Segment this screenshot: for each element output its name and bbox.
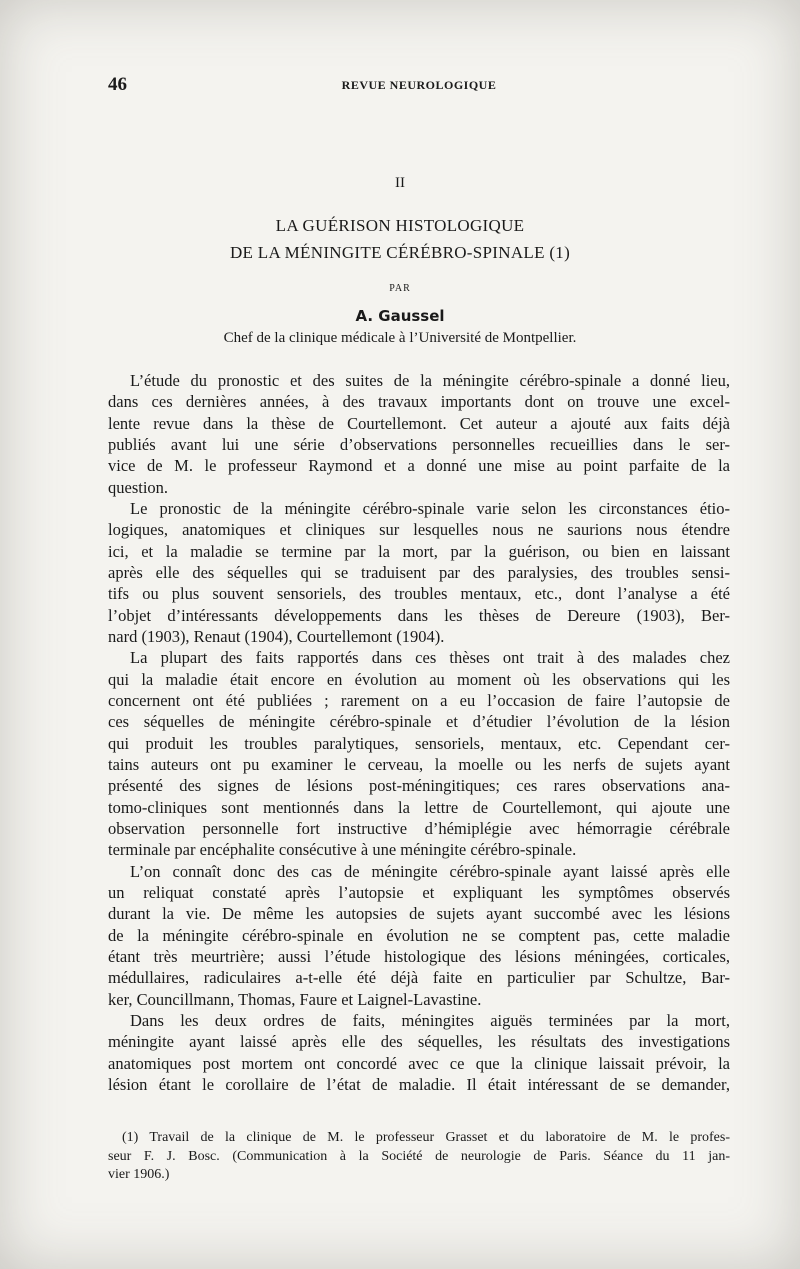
body-line: ici, et la maladie se termine par la mort, par la guérison, ou bien en laissant — [108, 541, 730, 561]
body-line: qui la maladie était encore en évolution au moment où les observations qui les — [108, 669, 730, 689]
body-line: présenté des signes de lésions post-méningitiques; ces rares observations ana- — [108, 776, 730, 796]
section-number: II — [395, 175, 405, 191]
body-line: tifs ou plus souvent sensoriels, des troubles mentaux, etc., dont l’analyse a été — [108, 584, 730, 604]
author-affiliation: Chef de la clinique médicale à l’Université de Montpellier. — [223, 330, 577, 346]
body-line: ker, Councillmann, Thomas, Faure et Laignel-Lavastine. — [108, 989, 482, 1009]
body-line: lente revue dans la thèse de Courtellemont. Cet auteur a ajouté aux faits déjà — [108, 413, 730, 433]
footnote-line: vier 1906.) — [108, 1167, 170, 1182]
body-line: nard (1903), Renaut (1904), Courtellemont (1904). — [108, 626, 445, 646]
body-line: méningite ayant laissé après elle des séquelles, les résultats des investigations — [108, 1032, 730, 1052]
body-line: dans ces dernières années, à des travaux importants dont on trouve une excel- — [108, 392, 730, 412]
body-line: durant la vie. De même les autopsies de sujets ayant succombé avec les lésions — [108, 904, 730, 924]
body-line: observation personnelle fort instructive d’hémiplégie avec hémorragie cérébrale — [108, 818, 730, 838]
body-line: La plupart des faits rapportés dans ces thèses ont trait à des malades chez — [130, 648, 730, 668]
article-title-line-1: LA GUÉRISON HISTOLOGIQUE — [275, 216, 525, 235]
article-title-line-2: DE LA MÉNINGITE CÉRÉBRO-SPINALE (1) — [229, 243, 571, 262]
body-line: tains auteurs ont pu examiner le cerveau, la moelle ou les nerfs de sujets ayant — [108, 754, 730, 774]
body-line: question. — [108, 477, 169, 497]
journal-title: REVUE NEUROLOGIQUE — [341, 78, 497, 92]
footnote-line: (1) Travail de la clinique de M. le professeur Grasset et du laboratoire de M. le profes- — [122, 1130, 730, 1145]
body-line: vice de M. le professeur Raymond et a donné une mise au point parfaite de la — [108, 456, 730, 476]
body-line: ces séquelles de méningite cérébro-spinale et d’étudier l’évolution de la lésion — [108, 712, 730, 732]
body-line: de la méningite cérébro-spinale en évolution ne se comptent pas, cette maladie — [108, 925, 730, 945]
body-line: logiques, anatomiques et cliniques sur lesquelles nous ne saurions nous étendre — [108, 520, 730, 540]
body-line: anatomiques post mortem ont concordé avec ce que la clinique laissait prévoir, la — [108, 1053, 730, 1073]
body-line: concernent ont été publiées ; rarement on a eu l’occasion de faire l’autopsie de — [108, 690, 730, 710]
author-name: A. Gaussel — [355, 307, 445, 325]
body-line: un reliquat constaté après l’autopsie et expliquant les symptômes observés — [108, 882, 730, 902]
body-line: Le pronostic de la méningite cérébro-spinale varie selon les circonstances étio- — [130, 498, 730, 518]
body-line: publiés avant lui une série d’observations personnelles recueillies dans le ser- — [108, 434, 730, 454]
body-line: l’objet d’intéressants développements dans les thèses de Dereure (1903), Ber- — [108, 605, 730, 625]
footnotes — [108, 1129, 730, 1185]
body-line: après elle des séquelles qui se traduisent par des paralysies, des troubles sensi- — [108, 562, 730, 582]
body-line: terminale par encéphalite consécutive à une méningite cérébro-spinale. — [108, 840, 577, 860]
body-line: L’on connaît donc des cas de méningite cérébro-spinale ayant laissé après elle — [130, 861, 730, 881]
body-line: L’étude du pronostic et des suites de la méningite cérébro-spinale a donné lieu, — [130, 371, 730, 390]
body-line: qui produit les troubles paralytiques, sensoriels, mentaux, etc. Cependant cer- — [108, 733, 730, 753]
footnote-line: seur F. J. Bosc. (Communication à la Société de neurologie de Paris. Séance du 11 jan- — [108, 1148, 730, 1164]
body-line: médullaires, radiculaires a-t-elle été déjà faite en particulier par Schultze, Bar- — [108, 968, 730, 988]
byline-par: PAR — [389, 283, 411, 294]
article-body — [108, 370, 730, 1095]
body-line: tomo-cliniques sont mentionnés dans la lettre de Courtellemont, qui ajoute une — [108, 797, 730, 817]
body-line: Dans les deux ordres de faits, méningites aiguës terminées par la mort, — [130, 1010, 730, 1030]
running-head — [108, 74, 730, 94]
page-number: 46 — [108, 74, 127, 95]
body-line: lésion étant le corollaire de l’état de maladie. Il était intéressant de se demander, — [108, 1074, 730, 1094]
body-line: étant très meurtrière; aussi l’étude histologique des lésions méningées, corticales, — [108, 946, 730, 966]
